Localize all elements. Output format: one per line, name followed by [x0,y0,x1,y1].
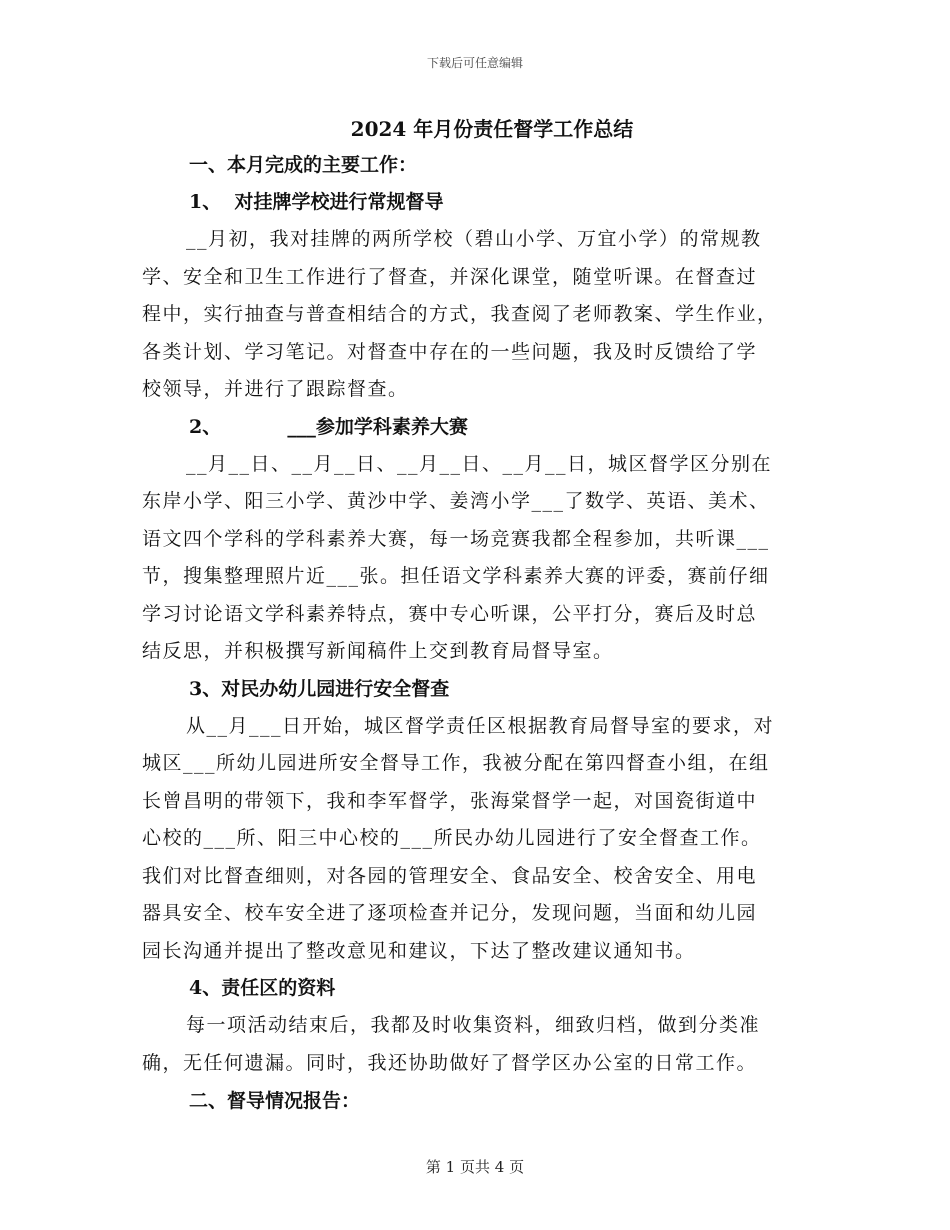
section-heading-2: 二、督导情况报告： [189,1090,361,1112]
paragraph-line: __月初，我对挂牌的两所学校（碧山小学、万宜小学）的常规教 [186,228,762,250]
paragraph-line: 从__月___日开始，城区督学责任区根据教育局督导室的要求，对 [186,714,775,737]
paragraph-line: 各类计划、学习笔记。对督查中存在的一些问题，我及时反馈给了学 [142,340,758,363]
page-footer: 第 1 页共 4 页 [425,1158,525,1176]
item-paragraph-2 [142,446,810,671]
document-title: 2024 年月份责任督学工作总结 [350,117,634,141]
page-header: 下载后可任意编辑 [426,56,523,70]
paragraph-line: 学、安全和卫生工作进行了督查，并深化课堂，随堂听课。在督查过 [142,265,758,288]
paragraph-line: 我们对比督查细则，对各园的管理安全、食品安全、校舍安全、用电 [142,864,758,887]
item-heading-3: 3、对民办幼儿园进行安全督查 [189,677,450,700]
paragraph-line: 心校的___所、阳三中心校的___所民办幼儿园进行了安全督查工作。 [142,827,762,849]
paragraph-line: 结反思，并积极撰写新闻稿件上交到教育局督导室。 [142,640,614,662]
item-paragraph-4 [142,1007,810,1082]
paragraph-line: 确，无任何遗漏。同时，我还协助做好了督学区办公室的日常工作。 [142,1051,758,1074]
paragraph-line: 长曾昌明的带领下，我和李军督学，张海棠督学一起，对国瓷街道中 [142,789,758,812]
section-heading-1: 一、本月完成的主要工作： [189,154,418,176]
document-body [142,112,810,1120]
paragraph-line: 校领导，并进行了跟踪督查。 [142,378,409,400]
item-paragraph-3 [142,708,810,971]
paragraph-line: 东岸小学、阳三小学、黄沙中学、姜湾小学___了数学、英语、美术、 [142,490,770,512]
paragraph-line: 学习讨论语文学科素养特点，赛中专心听课，公平打分，赛后及时总 [142,602,758,625]
paragraph-line: 城区___所幼儿园进所安全督导工作，我被分配在第四督查小组，在组 [142,752,770,774]
item-heading-2: 2、 ___参加学科素养大赛 [189,415,468,438]
paragraph-line: 语文四个学科的学科素养大赛，每一场竞赛我都全程参加，共听课___ [142,527,770,550]
item-heading-4: 4、责任区的资料 [189,977,336,999]
paragraph-line: 器具安全、校车安全进了逐项检查并记分，发现问题，当面和幼儿园 [142,902,758,924]
item-heading-1: 1、 对挂牌学校进行常规督导 [189,191,444,213]
paragraph-line: __月__日、__月__日、__月__日、__月__日，城区督学区分别在 [186,452,773,475]
paragraph-line: 节，搜集整理照片近___张。担任语文学科素养大赛的评委，赛前仔细 [142,565,770,587]
paragraph-line: 程中，实行抽查与普查相结合的方式，我查阅了老师教案、学生作业， [142,303,778,325]
item-paragraph-1 [142,221,810,409]
paragraph-line: 每一项活动结束后，我都及时收集资料，细致归档，做到分类准 [186,1014,761,1036]
paragraph-line: 园长沟通并提出了整改意见和建议，下达了整改建议通知书。 [142,939,696,962]
